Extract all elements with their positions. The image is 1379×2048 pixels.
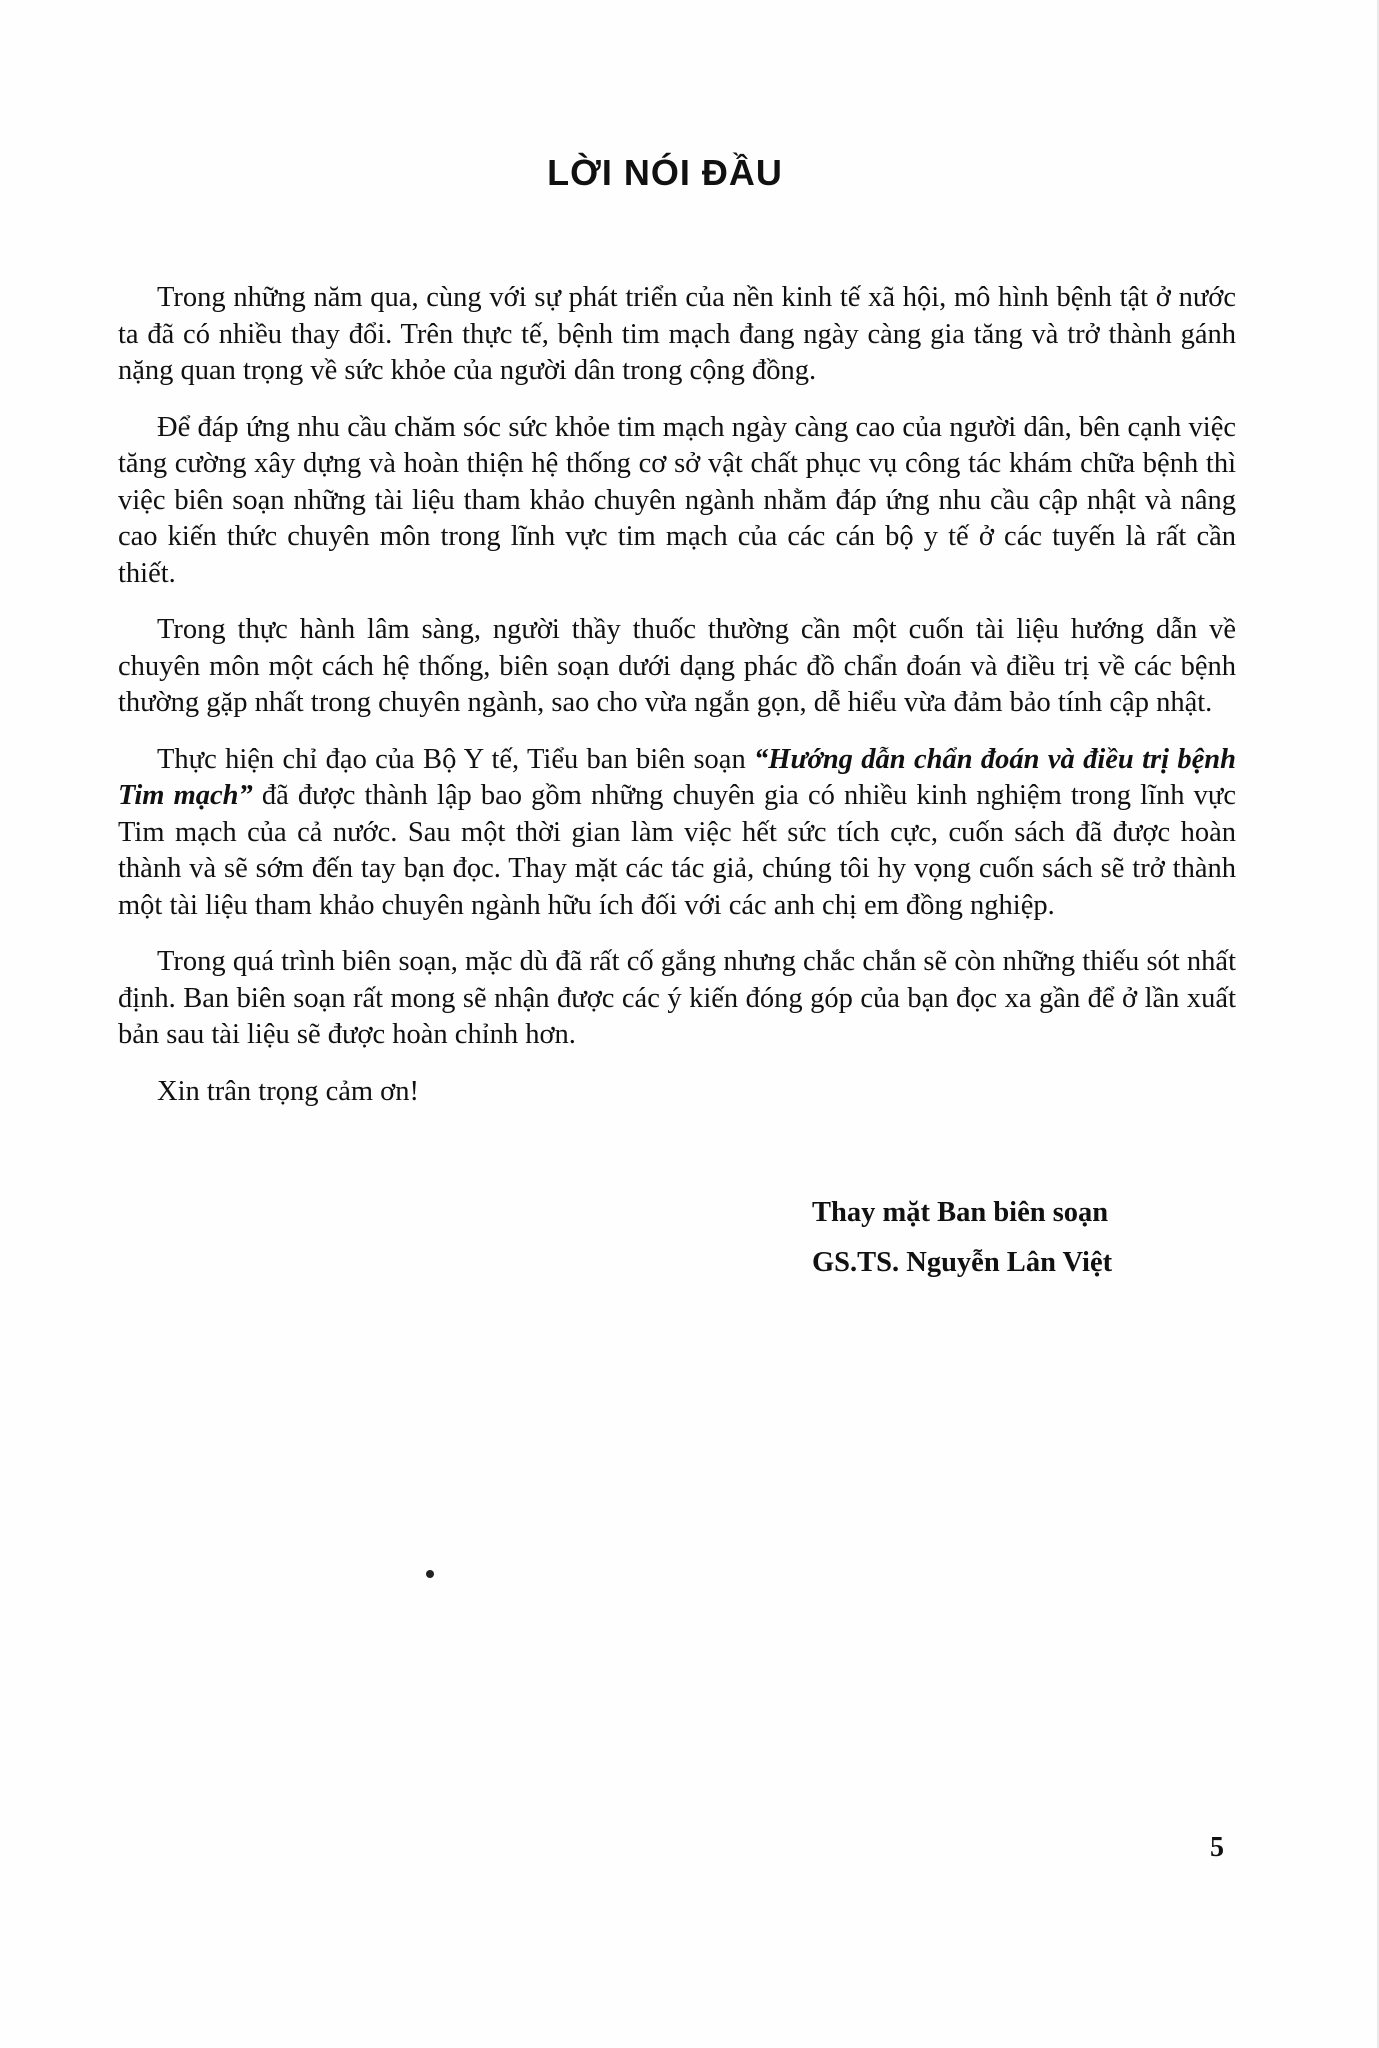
paragraph-2: Để đáp ứng nhu cầu chăm sóc sức khỏe tim mạch ngày càng cao của người dân, bên cạnh việc tăng cường xây dựng và hoàn thiện hệ thống cơ sở vật chất phục vụ công tác khám chữa bệnh thì việc biên soạn những tài liệu tham khảo chuyên ngành nhằm đáp ứng nhu cầu cập nhật và nâng cao kiến thức chuyên môn trong lĩnh vực tim mạch của các cán bộ y tế ở các tuyến là rất cần thiết. [118, 411, 1236, 589]
paragraph-5: Trong quá trình biên soạn, mặc dù đã rất cố gắng nhưng chắc chắn sẽ còn những thiếu sót nhất định. Ban biên soạn rất mong sẽ nhận được các ý kiến đóng góp của bạn đọc xa gần để ở lần xuất bản sau tài liệu sẽ được hoàn chỉnh hơn. [118, 946, 1236, 1050]
paragraph-4-intro: Thực hiện chỉ đạo của Bộ Y tế, Tiểu ban biên soạn [157, 743, 755, 775]
book-title: “Hướng dẫn chẩn đoán và điều trị bệnh Tim mạch” [118, 743, 1236, 811]
signature-block [812, 1188, 1112, 1288]
paragraph-3: Trong thực hành lâm sàng, người thầy thuốc thường cần một cuốn tài liệu hướng dẫn về chuyên môn một cách hệ thống, biên soạn dưới dạng phác đồ chẩn đoán và điều trị về các bệnh thường gặp nhất trong chuyên ngành, sao cho vừa ngắn gọn, dễ hiểu vừa đảm bảo tính cập nhật. [118, 614, 1236, 718]
signature-role: Thay mặt Ban biên soạn [812, 1197, 1109, 1228]
page-title: LỜI NÓI ĐẦU [547, 152, 783, 193]
page-number: 5 [1210, 1832, 1224, 1863]
paragraph-4 [118, 742, 1236, 925]
signature-name: GS.TS. Nguyễn Lân Việt [812, 1247, 1113, 1278]
preface-body [118, 280, 1236, 1130]
closing-thanks: Xin trân trọng cảm ơn! [157, 1075, 419, 1107]
paragraph-4-rest: đã được thành lập bao gồm những chuyên gia có nhiều kinh nghiệm trong lĩnh vực Tim mạch của cả nước. Sau một thời gian làm việc hết sức tích cực, cuốn sách đã được hoàn thành và sẽ sớm đến tay bạn đọc. Thay mặt các tác giả, chúng tôi hy vọng cuốn sách sẽ trở thành một tài liệu tham khảo chuyên ngành hữu ích đối với các anh chị em đồng nghiệp. [118, 780, 1236, 921]
ink-speck [426, 1570, 434, 1578]
paragraph-1: Trong những năm qua, cùng với sự phát triển của nền kinh tế xã hội, mô hình bệnh tật ở nước ta đã có nhiều thay đổi. Trên thực tế, bệnh tim mạch đang ngày càng gia tăng và trở thành gánh nặng quan trọng về sức khỏe của người dân trong cộng đồng. [118, 282, 1236, 386]
